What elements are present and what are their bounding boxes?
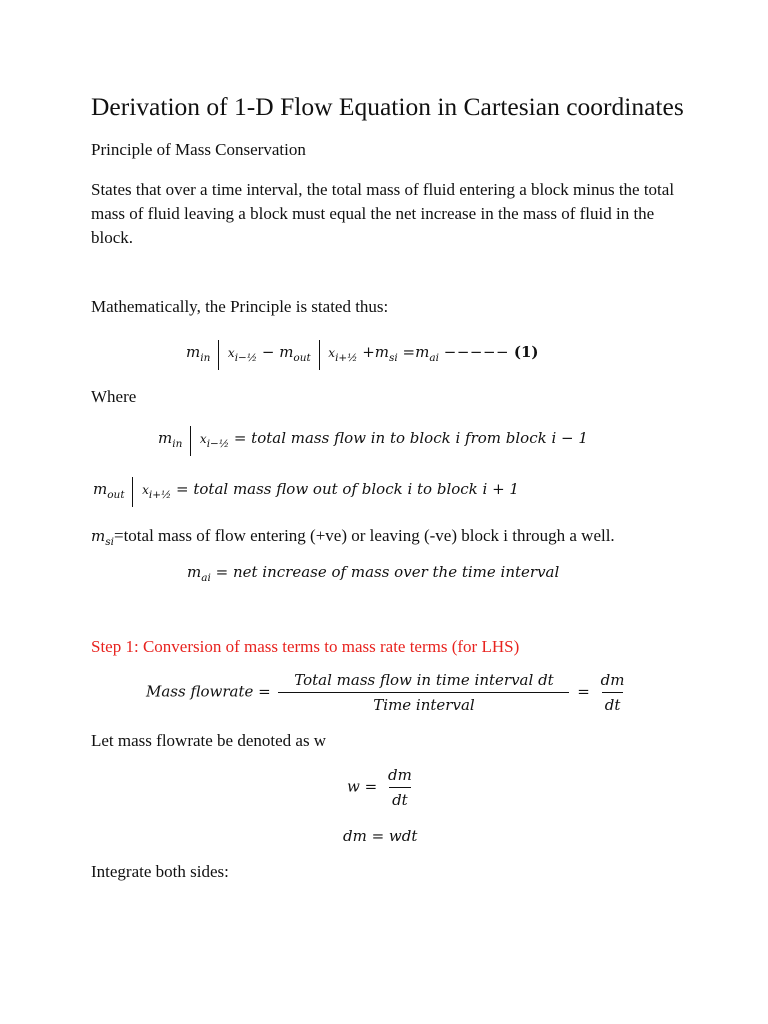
msi-definition: [91, 526, 615, 548]
definition-paragraph: States that over a time interval, the total mass of fluid entering a block minus the total mass of fluid leaving a block must equal the net increase in the mass of fluid in the block.: [91, 180, 675, 247]
mai-definition: [187, 563, 559, 584]
mass-flowrate-label: Mass flowrate =: [146, 682, 271, 701]
let-mass-flowrate: Let mass flowrate be denoted as w: [91, 731, 327, 750]
min-x-left: $x_{i-\frac{1}{2}}$: [199, 432, 230, 450]
dt-denominator: dt: [602, 692, 624, 714]
dm-numerator: dm: [600, 671, 625, 689]
msi-symbol: $m_{si}$: [91, 527, 114, 548]
min-symbol: $m_{in}$: [158, 429, 183, 450]
min-definition: [158, 424, 588, 454]
mout-definition-text: = total mass flow out of block i to block i + 1: [176, 480, 519, 498]
eq1-number: (1): [513, 343, 539, 361]
mai-symbol: $m_{ai}$: [187, 563, 211, 584]
eq1-dashes: −−−−−: [443, 343, 510, 361]
mass-flowrate-denominator: Time interval: [278, 692, 569, 714]
eq1-m-ai: $m_{ai}$: [415, 343, 439, 364]
eq1-m-si: $m_{si}$: [374, 343, 398, 364]
eq1-m-in: $m_{in}$: [186, 343, 211, 364]
eq1-evaluation-bar-right: [319, 340, 320, 370]
w-numerator: dm: [387, 766, 412, 784]
eq1-x-left: $x_{i-\frac{1}{2}}$: [227, 346, 258, 364]
mathematically-statement: Mathematically, the Principle is stated thus:: [91, 297, 389, 316]
w-denominator: dt: [389, 787, 411, 809]
eq1-m-out: $m_{out}$: [279, 343, 311, 364]
eq1-minus: −: [261, 343, 275, 361]
dm-wdt-equation: dm = wdt: [343, 827, 418, 845]
mout-evaluation-bar: [132, 477, 133, 507]
mout-x-right: $x_{i+\frac{1}{2}}$: [142, 483, 172, 501]
dm-dt-fraction: [598, 671, 628, 714]
mass-flowrate-numerator: Total mass flow in time interval dt: [294, 671, 554, 689]
msi-definition-text: =total mass of flow entering (+ve) or leaving (-ve) block i through a well.: [113, 526, 615, 545]
document-title: Derivation of 1-D Flow Equation in Cartesian coordinates: [91, 92, 684, 121]
step1-heading: Step 1: Conversion of mass terms to mass rate terms (for LHS): [91, 637, 520, 656]
integrate-both-sides: Integrate both sides:: [91, 862, 229, 881]
mout-definition: [93, 475, 519, 505]
mass-flowrate-equation: [146, 671, 630, 714]
w-equation: [347, 766, 418, 809]
equation-1: [186, 338, 539, 368]
w-fraction: [385, 766, 415, 809]
min-definition-text: = total mass flow in to block i from block i − 1: [233, 429, 588, 447]
mass-flowrate-fraction: [278, 671, 569, 714]
min-evaluation-bar: [190, 426, 191, 456]
eq1-plus: +: [362, 343, 375, 361]
mai-definition-text: = net increase of mass over the time interval: [215, 563, 560, 581]
mass-flowrate-equals: =: [577, 682, 590, 701]
w-equals: w =: [347, 777, 378, 796]
mout-symbol: $m_{out}$: [93, 480, 125, 501]
where-label: Where: [91, 387, 137, 406]
eq1-x-right: $x_{i+\frac{1}{2}}$: [328, 346, 358, 364]
eq1-evaluation-bar-left: [218, 340, 219, 370]
section-heading: Principle of Mass Conservation: [91, 140, 306, 159]
eq1-equals: =: [402, 343, 416, 361]
